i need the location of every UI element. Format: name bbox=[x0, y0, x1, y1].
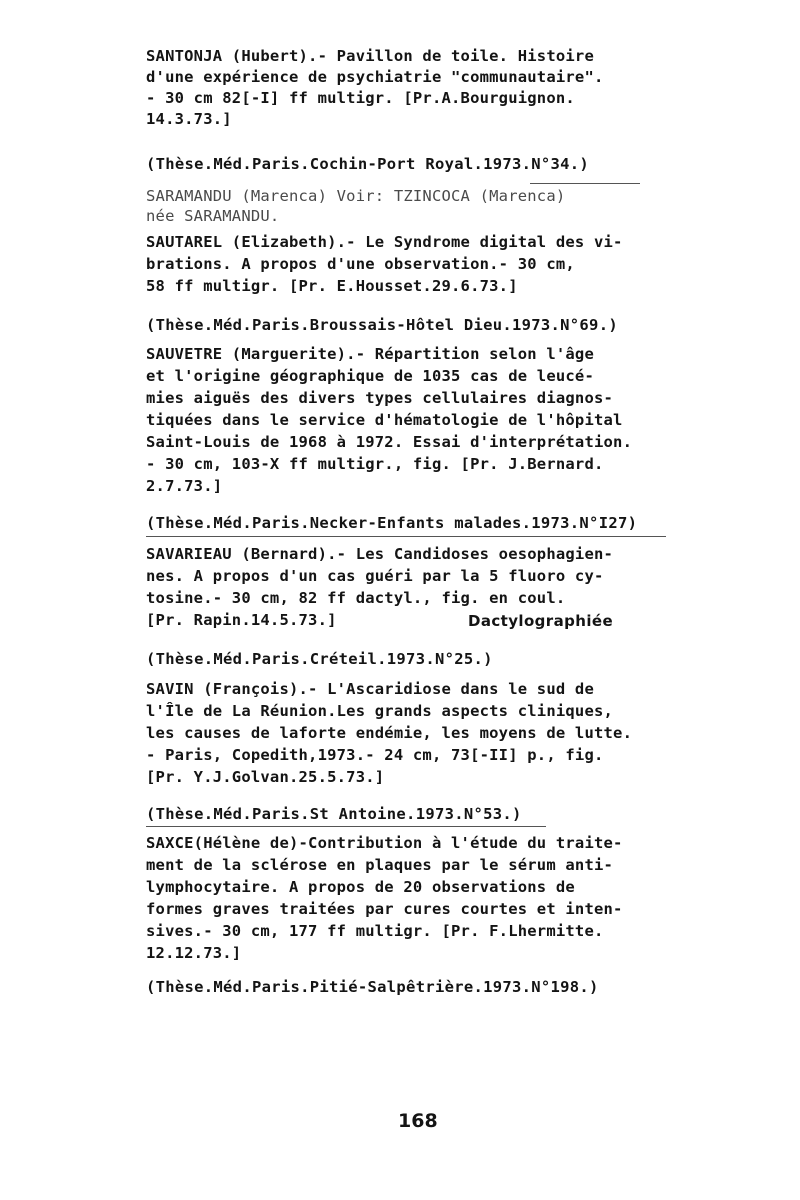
entry-line: tosine.- 30 cm, 82 ff dactyl., fig. en coul. bbox=[146, 589, 566, 607]
entry-line: SAXCE(Hélène de)-Contribution à l'étude du traite- bbox=[146, 834, 623, 852]
entry-line: lymphocytaire. A propos de 20 observations de bbox=[146, 878, 575, 896]
entry-line: - 30 cm, 103-X ff multigr., fig. [Pr. J.Bernard. bbox=[146, 455, 604, 473]
entry-line: SARAMANDU (Marenca) Voir: TZINCOCA (Marenca) bbox=[146, 187, 566, 205]
thesis-citation: (Thèse.Méd.Paris.Créteil.1973.N°25.) bbox=[146, 650, 493, 668]
thesis-citation: (Thèse.Méd.Paris.Cochin-Port Royal.1973.N°34.) bbox=[146, 155, 590, 173]
entry-line: SAUTAREL (Elizabeth).- Le Syndrome digital des vi- bbox=[146, 233, 623, 251]
divider bbox=[146, 826, 546, 827]
entry-line: Saint-Louis de 1968 à 1972. Essai d'interprétation. bbox=[146, 433, 633, 451]
entry-line: - 30 cm 82[-I] ff multigr. [Pr.A.Bourguignon. bbox=[146, 89, 575, 107]
thesis-citation: (Thèse.Méd.Paris.Pitié-Salpêtrière.1973.N°198.) bbox=[146, 978, 599, 996]
entry-line: 2.7.73.] bbox=[146, 477, 223, 495]
entry-line: l'Île de La Réunion.Les grands aspects cliniques, bbox=[146, 702, 614, 720]
entry-line: 12.12.73.] bbox=[146, 944, 242, 962]
entry-line: 14.3.73.] bbox=[146, 110, 232, 128]
entry-line: formes graves traitées par cures courtes et inten- bbox=[146, 900, 623, 918]
entry-line: SAVIN (François).- L'Ascaridiose dans le sud de bbox=[146, 680, 594, 698]
entry-line: [Pr. Y.J.Golvan.25.5.73.] bbox=[146, 768, 385, 786]
page-number: 168 bbox=[398, 1110, 438, 1132]
entry-line: et l'origine géographique de 1035 cas de leucé- bbox=[146, 367, 594, 385]
entry-line: les causes de laforte endémie, les moyens de lutte. bbox=[146, 724, 633, 742]
entry-line: nes. A propos d'un cas guéri par la 5 fluoro cy- bbox=[146, 567, 604, 585]
thesis-citation: (Thèse.Méd.Paris.Broussais-Hôtel Dieu.1973.N°69.) bbox=[146, 316, 618, 334]
entry-line: SANTONJA (Hubert).- Pavillon de toile. Histoire bbox=[146, 47, 594, 65]
entry-line: brations. A propos d'une observation.- 30 cm, bbox=[146, 255, 575, 273]
thesis-citation: (Thèse.Méd.Paris.St Antoine.1973.N°53.) bbox=[146, 805, 522, 823]
entry-line: ment de la sclérose en plaques par le sérum anti- bbox=[146, 856, 614, 874]
entry-line: née SARAMANDU. bbox=[146, 207, 280, 225]
entry-line: SAVARIEAU (Bernard).- Les Candidoses oesophagien- bbox=[146, 545, 614, 563]
entry-line: [Pr. Rapin.14.5.73.] bbox=[146, 611, 337, 629]
entry-line: 58 ff multigr. [Pr. E.Housset.29.6.73.] bbox=[146, 277, 518, 295]
entry-line: tiquées dans le service d'hématologie de l'hôpital bbox=[146, 411, 623, 429]
entry-line: mies aiguës des divers types cellulaires diagnos- bbox=[146, 389, 614, 407]
typed-stamp: Dactylographiée bbox=[468, 612, 614, 630]
entry-line: sives.- 30 cm, 177 ff multigr. [Pr. F.Lhermitte. bbox=[146, 922, 604, 940]
entry-line: d'une expérience de psychiatrie "communautaire". bbox=[146, 68, 604, 86]
divider bbox=[146, 536, 666, 537]
thesis-citation: (Thèse.Méd.Paris.Necker-Enfants malades.1973.N°I27) bbox=[146, 514, 638, 532]
entry-line: - Paris, Copedith,1973.- 24 cm, 73[-II] p., fig. bbox=[146, 746, 604, 764]
entry-line: SAUVETRE (Marguerite).- Répartition selon l'âge bbox=[146, 345, 594, 363]
divider bbox=[530, 183, 640, 184]
